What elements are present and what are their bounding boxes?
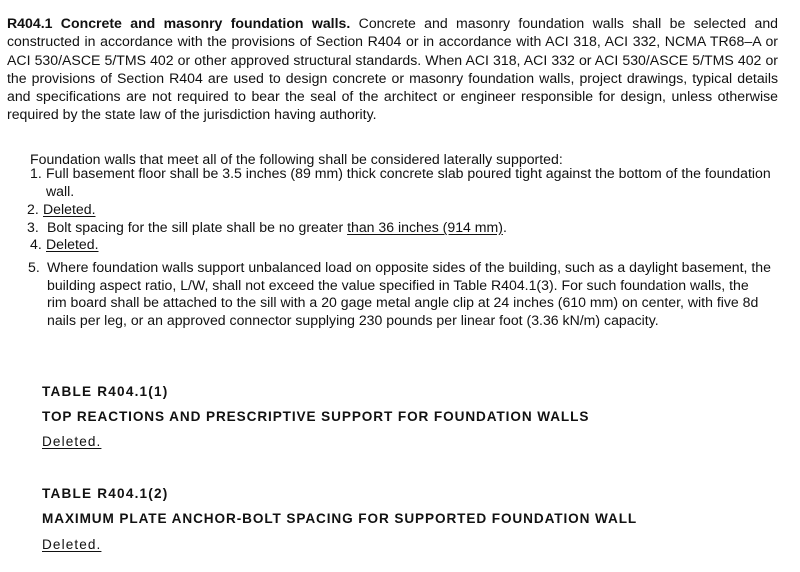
table-1-label: TABLE R404.1(1) [42,384,169,399]
list-item-text: Deleted. [46,236,99,252]
list-item-number: 5. [28,259,40,275]
list-item-text-end: . [502,219,507,235]
table-2-title: MAXIMUM PLATE ANCHOR-BOLT SPACING FOR SUPPORTED FOUNDATION WALL [42,511,638,526]
section-body: Concrete and masonry foundation walls shall be selected and constructed in accordance with the provisions of Section R404 or in accordance with ACI 318, ACI 332, NCMA TR68–A or ACI 530/ASCE 5/TMS 402 or other approved structural standards. When ACI 318, ACI 332 or ACI 530/ASCE 5/TMS 402 or the provisions of Section R404 are used to design concrete or masonry foundation walls, project drawings, typical details and specifications are not required to bear the seal of the architect or engineer responsible for design, unless otherwise required by the state law of the jurisdiction having authority. [7,15,779,123]
list-item-text: Bolt spacing for the sill plate shall be no greater [47,219,348,235]
list-item-underlined-text: than 36 inches (914 mm) [347,219,503,235]
table-2-label: TABLE R404.1(2) [42,486,169,501]
lateral-support-intro: Foundation walls that meet all of the following shall be considered laterally supported: [30,151,563,167]
list-item-3 [27,219,727,237]
table-2-status: Deleted. [42,537,102,552]
list-item-number: 4. [30,236,42,252]
section-r404-1 [7,14,778,124]
list-item-2 [27,201,327,219]
list-item-text: Where foundation walls support unbalanced load on opposite sides of the building, such as a daylight basement, the building aspect ratio, L/W, shall not exceed the value specified in Table R404.1(3). For such foundation walls, the rim board shall be attached to the sill with a 20 gage metal angle clip at 24 inches (610 mm) on center, with five 8d nails per leg, or an approved connector supplying 230 pounds per linear foot (3.36 kN/m) capacity. [47,259,771,328]
list-item-4 [30,236,330,254]
table-1-title: TOP REACTIONS AND PRESCRIPTIVE SUPPORT FOR FOUNDATION WALLS [42,409,590,424]
list-item-1 [30,165,776,200]
list-item-text: Full basement floor shall be 3.5 inches (89 mm) thick concrete slab poured tight against the bottom of the foundation wall. [46,165,771,199]
list-item-number: 2. [27,201,39,217]
list-item-text: Deleted. [43,201,96,217]
list-item-number: 1. [30,165,42,181]
list-item-5 [28,259,772,329]
section-heading: R404.1 Concrete and masonry foundation walls. [7,15,351,31]
table-1-status: Deleted. [42,434,102,449]
list-item-number: 3. [27,219,39,235]
